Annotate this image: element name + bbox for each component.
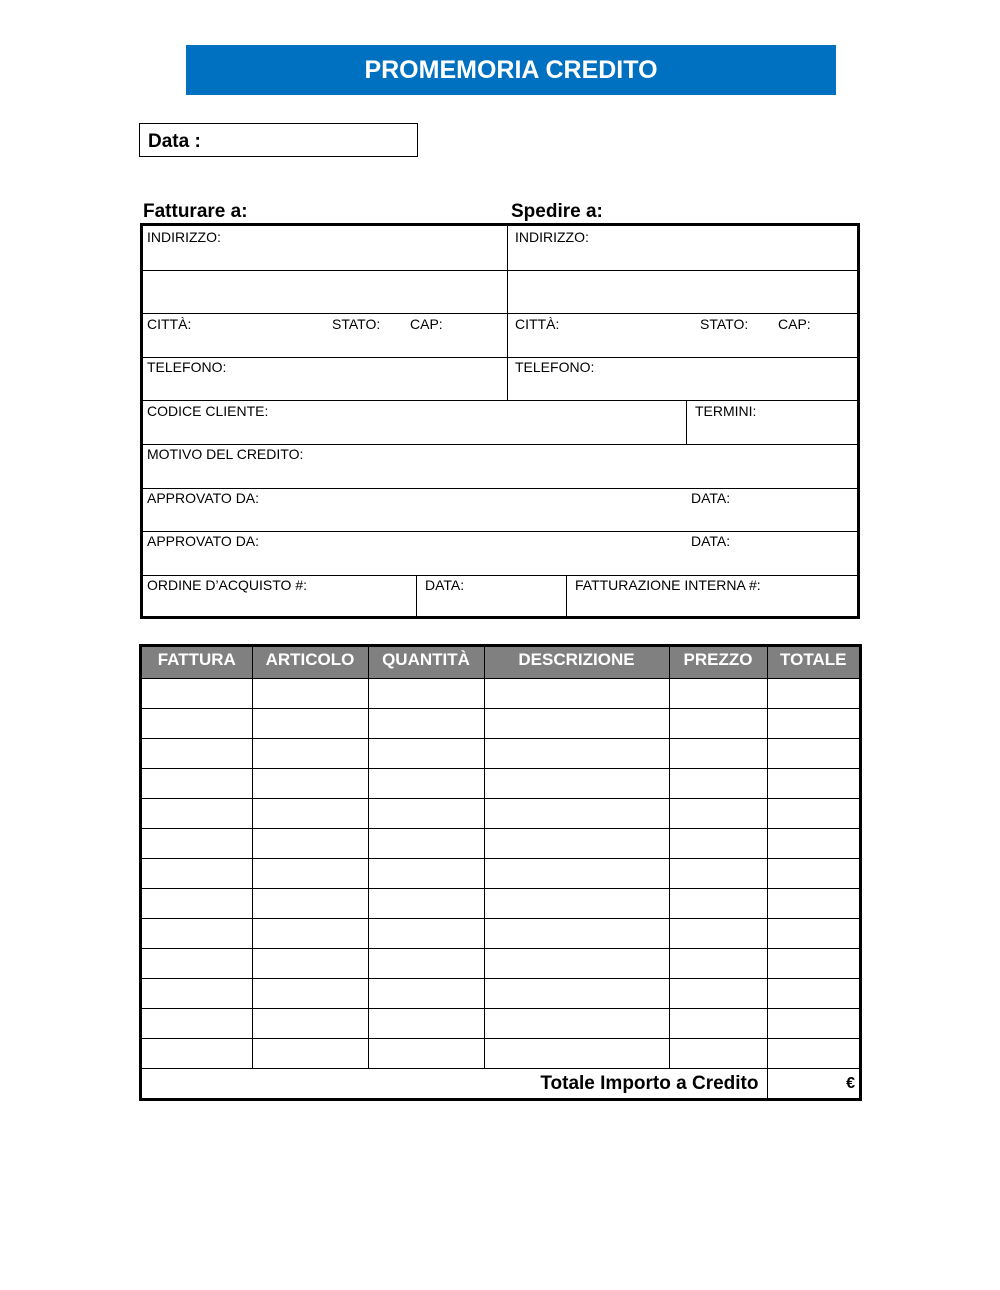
table-cell[interactable] — [669, 948, 767, 978]
table-cell[interactable] — [368, 1008, 484, 1038]
table-cell[interactable] — [368, 858, 484, 888]
table-cell[interactable] — [368, 798, 484, 828]
table-cell[interactable] — [368, 948, 484, 978]
table-cell[interactable] — [252, 708, 368, 738]
table-cell[interactable] — [142, 738, 252, 768]
page-title: PROMEMORIA CREDITO — [186, 45, 836, 95]
table-cell[interactable] — [368, 978, 484, 1008]
table-row — [142, 858, 859, 888]
table-cell[interactable] — [767, 978, 859, 1008]
ship-address-field[interactable]: INDIRIZZO: — [515, 229, 589, 245]
table-cell[interactable] — [142, 978, 252, 1008]
table-cell[interactable] — [767, 828, 859, 858]
table-cell[interactable] — [767, 1038, 859, 1068]
table-cell[interactable] — [252, 738, 368, 768]
approved-date-field-1[interactable]: DATA: — [691, 490, 731, 506]
table-cell[interactable] — [484, 678, 669, 708]
table-cell[interactable] — [252, 1038, 368, 1068]
table-cell[interactable] — [484, 1008, 669, 1038]
total-label: Totale Importo a Credito — [142, 1068, 767, 1099]
table-cell[interactable] — [484, 978, 669, 1008]
table-cell[interactable] — [368, 768, 484, 798]
table-cell[interactable] — [484, 948, 669, 978]
table-cell[interactable] — [484, 798, 669, 828]
table-cell[interactable] — [252, 948, 368, 978]
table-cell[interactable] — [669, 918, 767, 948]
internal-invoice-field[interactable]: FATTURAZIONE INTERNA #: — [575, 577, 761, 593]
bill-zip-field[interactable]: CAP: — [410, 316, 443, 332]
po-date-field[interactable]: DATA: — [425, 577, 465, 593]
approved-by-field-1[interactable]: APPROVATO DA: — [147, 490, 260, 506]
table-cell[interactable] — [142, 858, 252, 888]
table-cell[interactable] — [368, 918, 484, 948]
column-header: TOTALE — [767, 647, 859, 678]
table-row — [142, 978, 859, 1008]
table-cell[interactable] — [484, 918, 669, 948]
table-cell[interactable] — [252, 798, 368, 828]
column-header: QUANTITÀ — [368, 647, 484, 678]
table-cell[interactable] — [368, 888, 484, 918]
table-row — [142, 918, 859, 948]
credit-reason-field[interactable]: MOTIVO DEL CREDITO: — [147, 446, 304, 462]
table-cell[interactable] — [252, 768, 368, 798]
table-cell[interactable] — [669, 1038, 767, 1068]
table-cell[interactable] — [484, 828, 669, 858]
customer-code-field[interactable]: CODICE CLIENTE: — [147, 403, 269, 419]
column-header: PREZZO — [669, 647, 767, 678]
table-cell[interactable] — [142, 828, 252, 858]
table-cell[interactable] — [252, 918, 368, 948]
date-label: Data : — [148, 131, 201, 152]
table-cell[interactable] — [368, 678, 484, 708]
table-cell[interactable] — [484, 738, 669, 768]
ship-city-field[interactable]: CITTÀ: — [515, 316, 560, 332]
bill-address-field[interactable]: INDIRIZZO: — [147, 229, 221, 245]
table-row — [142, 1008, 859, 1038]
table-cell[interactable] — [252, 888, 368, 918]
table-row — [142, 798, 859, 828]
purchase-order-field[interactable]: ORDINE D’ACQUISTO #: — [147, 577, 307, 593]
table-cell[interactable] — [142, 948, 252, 978]
table-cell[interactable] — [767, 678, 859, 708]
table-cell[interactable] — [484, 888, 669, 918]
bill-to-label: Fatturare a: — [143, 201, 248, 222]
table-cell[interactable] — [767, 738, 859, 768]
table-cell[interactable] — [252, 1008, 368, 1038]
table-cell[interactable] — [669, 888, 767, 918]
table-cell[interactable] — [484, 1038, 669, 1068]
table-row — [142, 708, 859, 738]
table-cell[interactable] — [484, 768, 669, 798]
table-cell[interactable] — [669, 678, 767, 708]
table-cell[interactable] — [669, 738, 767, 768]
table-cell[interactable] — [484, 858, 669, 888]
table-cell[interactable] — [368, 708, 484, 738]
table-cell[interactable] — [767, 948, 859, 978]
table-cell[interactable] — [767, 858, 859, 888]
total-row — [142, 1068, 859, 1099]
table-cell[interactable] — [669, 768, 767, 798]
table-row — [142, 738, 859, 768]
ship-zip-field[interactable]: CAP: — [778, 316, 811, 332]
table-row — [142, 828, 859, 858]
table-cell[interactable] — [767, 888, 859, 918]
table-cell[interactable] — [368, 738, 484, 768]
table-row — [142, 768, 859, 798]
table-row — [142, 678, 859, 708]
table-cell[interactable] — [669, 858, 767, 888]
ship-to-label: Spedire a: — [511, 201, 603, 222]
table-cell[interactable] — [669, 708, 767, 738]
table-cell[interactable] — [669, 978, 767, 1008]
table-cell[interactable] — [368, 828, 484, 858]
total-amount-cell[interactable]: € — [767, 1068, 859, 1099]
table-cell[interactable] — [252, 858, 368, 888]
table-row — [142, 1038, 859, 1068]
approved-by-field-2[interactable]: APPROVATO DA: — [147, 533, 260, 549]
table-cell[interactable] — [767, 918, 859, 948]
table-cell[interactable] — [252, 828, 368, 858]
table-cell[interactable] — [669, 1008, 767, 1038]
table-cell[interactable] — [252, 678, 368, 708]
table-cell[interactable] — [767, 768, 859, 798]
column-header: ARTICOLO — [252, 647, 368, 678]
column-header: FATTURA — [142, 647, 252, 678]
date-field[interactable] — [139, 123, 418, 157]
table-cell[interactable] — [142, 768, 252, 798]
table-cell[interactable] — [142, 888, 252, 918]
bill-city-field[interactable]: CITTÀ: — [147, 316, 192, 332]
table-row — [142, 948, 859, 978]
table-cell[interactable] — [252, 978, 368, 1008]
items-table — [139, 644, 862, 1101]
column-header: DESCRIZIONE — [484, 647, 669, 678]
table-cell[interactable] — [767, 708, 859, 738]
table-cell[interactable] — [669, 798, 767, 828]
ship-state-field[interactable]: STATO: — [700, 316, 749, 332]
bill-state-field[interactable]: STATO: — [332, 316, 381, 332]
table-cell[interactable] — [767, 798, 859, 828]
table-cell[interactable] — [142, 1008, 252, 1038]
address-form — [140, 223, 860, 619]
table-cell[interactable] — [669, 828, 767, 858]
table-cell[interactable] — [484, 708, 669, 738]
table-cell[interactable] — [142, 1038, 252, 1068]
table-cell[interactable] — [142, 798, 252, 828]
table-cell[interactable] — [142, 708, 252, 738]
table-row — [142, 888, 859, 918]
bill-phone-field[interactable]: TELEFONO: — [147, 359, 227, 375]
table-cell[interactable] — [767, 1008, 859, 1038]
ship-phone-field[interactable]: TELEFONO: — [515, 359, 595, 375]
table-header-row — [142, 647, 859, 678]
table-cell[interactable] — [142, 918, 252, 948]
terms-field[interactable]: TERMINI: — [695, 403, 757, 419]
table-cell[interactable] — [368, 1038, 484, 1068]
table-cell[interactable] — [142, 678, 252, 708]
approved-date-field-2[interactable]: DATA: — [691, 533, 731, 549]
